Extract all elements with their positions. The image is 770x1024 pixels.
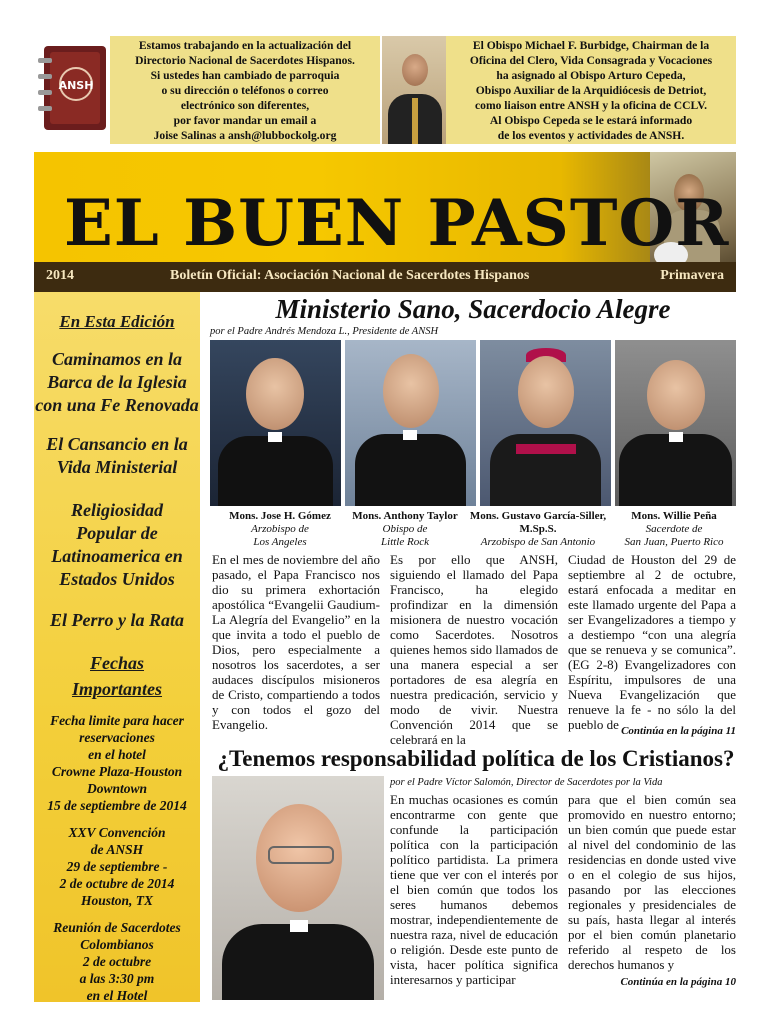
portrait-caption: Mons. Anthony Taylor Obispo de Little Rock	[352, 510, 458, 548]
notice-line: Oficina del Clero, Vida Consagrada y Vocaciones	[469, 54, 713, 67]
article-column: Es por ello que ANSH, siguiendo el llamado del Papa Francisco, ha elegido profindizar en la dimensión misionera de nuestro vocación como Sacerdotes. Nosotros quienes hemos sido llamados de una manera especial a ser portadores de esa alegría en nuestra predicación, servicio y modo de vivir. Nuestra Convención 2014 que se celebrará en la	[390, 552, 558, 747]
portrait-caption: Mons. Willie Peña Sacerdote de San Juan, Puerto Rico	[624, 510, 724, 548]
masthead-subbar	[34, 262, 736, 292]
portrait-photo	[210, 340, 341, 506]
notice-line: Estamos trabajando en la actualización del	[138, 39, 352, 52]
article-title: ¿Tenemos responsabilidad política de los Cristianos?	[217, 746, 735, 771]
notice-line: Directorio Nacional de Sacerdotes Hispanos.	[135, 54, 355, 67]
date-entry: Fecha limite para hacer reservaciones en el hotel Crowne Plaza-Houston Downtown 15 de septiembre de 2014	[47, 713, 187, 813]
continue-link[interactable]: Continúa en la página 10	[620, 976, 736, 988]
bishop-photo	[382, 36, 448, 144]
sidebar	[34, 292, 200, 1002]
article-byline: por el Padre Andrés Mendoza L., Presidente de ANSH	[210, 326, 439, 337]
sidebar-item[interactable]: Religiosidad Popular de Latinoamerica en Estados Unidos	[51, 500, 183, 589]
notice-line: o su dirección o teléfonos o correo	[161, 84, 329, 97]
notice-line: El Obispo Michael F. Burbidge, Chairman de la	[472, 39, 710, 52]
author-photo	[212, 776, 384, 1000]
notice-line: por favor mandar un email a	[173, 114, 317, 127]
sidebar-item[interactable]: Caminamos en la Barca de la Iglesia con una Fe Renovada	[35, 349, 199, 415]
notice-line: Obispo Auxiliar de la Arquidiócesis de Detriot,	[475, 84, 707, 97]
notice-line: de los eventos y actividades de ANSH.	[497, 129, 685, 142]
liaison-notice	[446, 36, 736, 144]
sidebar-item[interactable]: El Perro y la Rata	[50, 610, 184, 630]
notice-line: Al Obispo Cepeda se le estará informado	[489, 114, 693, 127]
article-column: Ciudad de Houston del 29 de septiembre al 2 de octubre, estará enfocada a meditar en este llamado urgente del Papa a ser Evangelizadores a tiempo y a destiempo “con una alegría que se renueva y se comunica”. (EG 2-8) Evangelizadores con Espíritu, impulsores de una Nueva Evangelización que renueve la fe - no sólo la del pueblo de	[568, 552, 736, 732]
newsletter-title: EL BUEN PASTOR	[64, 186, 730, 261]
date-entry: Reunión de Sacerdotes Colombianos 2 de octubre a las 3:30 pm en el Hotel	[53, 920, 181, 1003]
notice-line: Si ustedes han cambiado de parroquia	[150, 69, 340, 82]
issue-year: 2014	[46, 268, 74, 283]
directory-book-icon	[34, 40, 114, 136]
sidebar-item[interactable]: El Cansancio en la Vida Ministerial	[46, 434, 188, 477]
article-column: En el mes de noviembre del año pasado, el Papa Francisco nos dio su primera exhortación apostólica “Evangelii Gaudium-La Alegría del Evangelio” en la que invita a todo el pueblo de Dios, pero especialmente a nosotros los sacerdotes, a ser audaces discípulos misioneros de Cristo, compartiendo a todos y con todos el gozo del Evangelio.	[212, 552, 380, 732]
article-byline: por el Padre Víctor Salomón, Director de Sacerdotes por la Vida	[390, 777, 663, 788]
notice-line: Joise Salinas a ansh@lubbockolg.org	[153, 129, 337, 142]
article-title: Ministerio Sano, Sacerdocio Alegre	[275, 294, 671, 324]
important-dates-heading: Fechas Importantes	[71, 653, 163, 699]
portrait-caption: Mons. Jose H. Gómez Arzobispo de Los Angeles	[229, 510, 331, 548]
sidebar-heading: En Esta Edición	[59, 312, 175, 331]
portrait-photo	[480, 340, 611, 506]
portrait-caption: Mons. Gustavo García-Siller, M.Sp.S. Arzobispo de San Antonio	[469, 510, 607, 548]
book-label: ANSH	[58, 79, 94, 92]
portrait-photo	[345, 340, 476, 506]
notice-line: como liaison entre ANSH y la oficina de CCLV.	[475, 99, 707, 112]
notice-line: electrónico son diferentes,	[180, 99, 310, 112]
newsletter-subtitle: Boletín Oficial: Asociación Nacional de Sacerdotes Hispanos	[170, 268, 530, 283]
article-column: En muchas ocasiones es común encontrarme con gente que confunde la participación política con la participación político partidista. La primera tiene que ver con el interés por el bien común que todos los seres humanos debemos mostrar, independientemente de nuestra raza, nivel de educación o religión. Desde este punto de vista, hacer política significa interesarnos y participar	[390, 792, 558, 987]
article-column: para que el bien común sea promovido en nuestro entorno; un bien común que puede estar al nivel del condominio de las residencias en donde usted vive o en el colegio de sus hijos, pasando por las elecciones regionales y presidenciales de su país, hasta llegar al interés por el bien común planetario referido al respeto de los derechos humanos y	[568, 792, 736, 972]
issue-season: Primavera	[660, 268, 724, 283]
portrait-photo	[615, 340, 736, 506]
date-entry: XXV Convención de ANSH 29 de septiembre - 2 de octubre de 2014 Houston, TX	[59, 825, 175, 908]
notice-line: ha asignado al Obispo Arturo Cepeda,	[496, 69, 686, 82]
continue-link[interactable]: Continúa en la página 11	[621, 725, 736, 737]
directory-update-notice	[110, 36, 380, 144]
